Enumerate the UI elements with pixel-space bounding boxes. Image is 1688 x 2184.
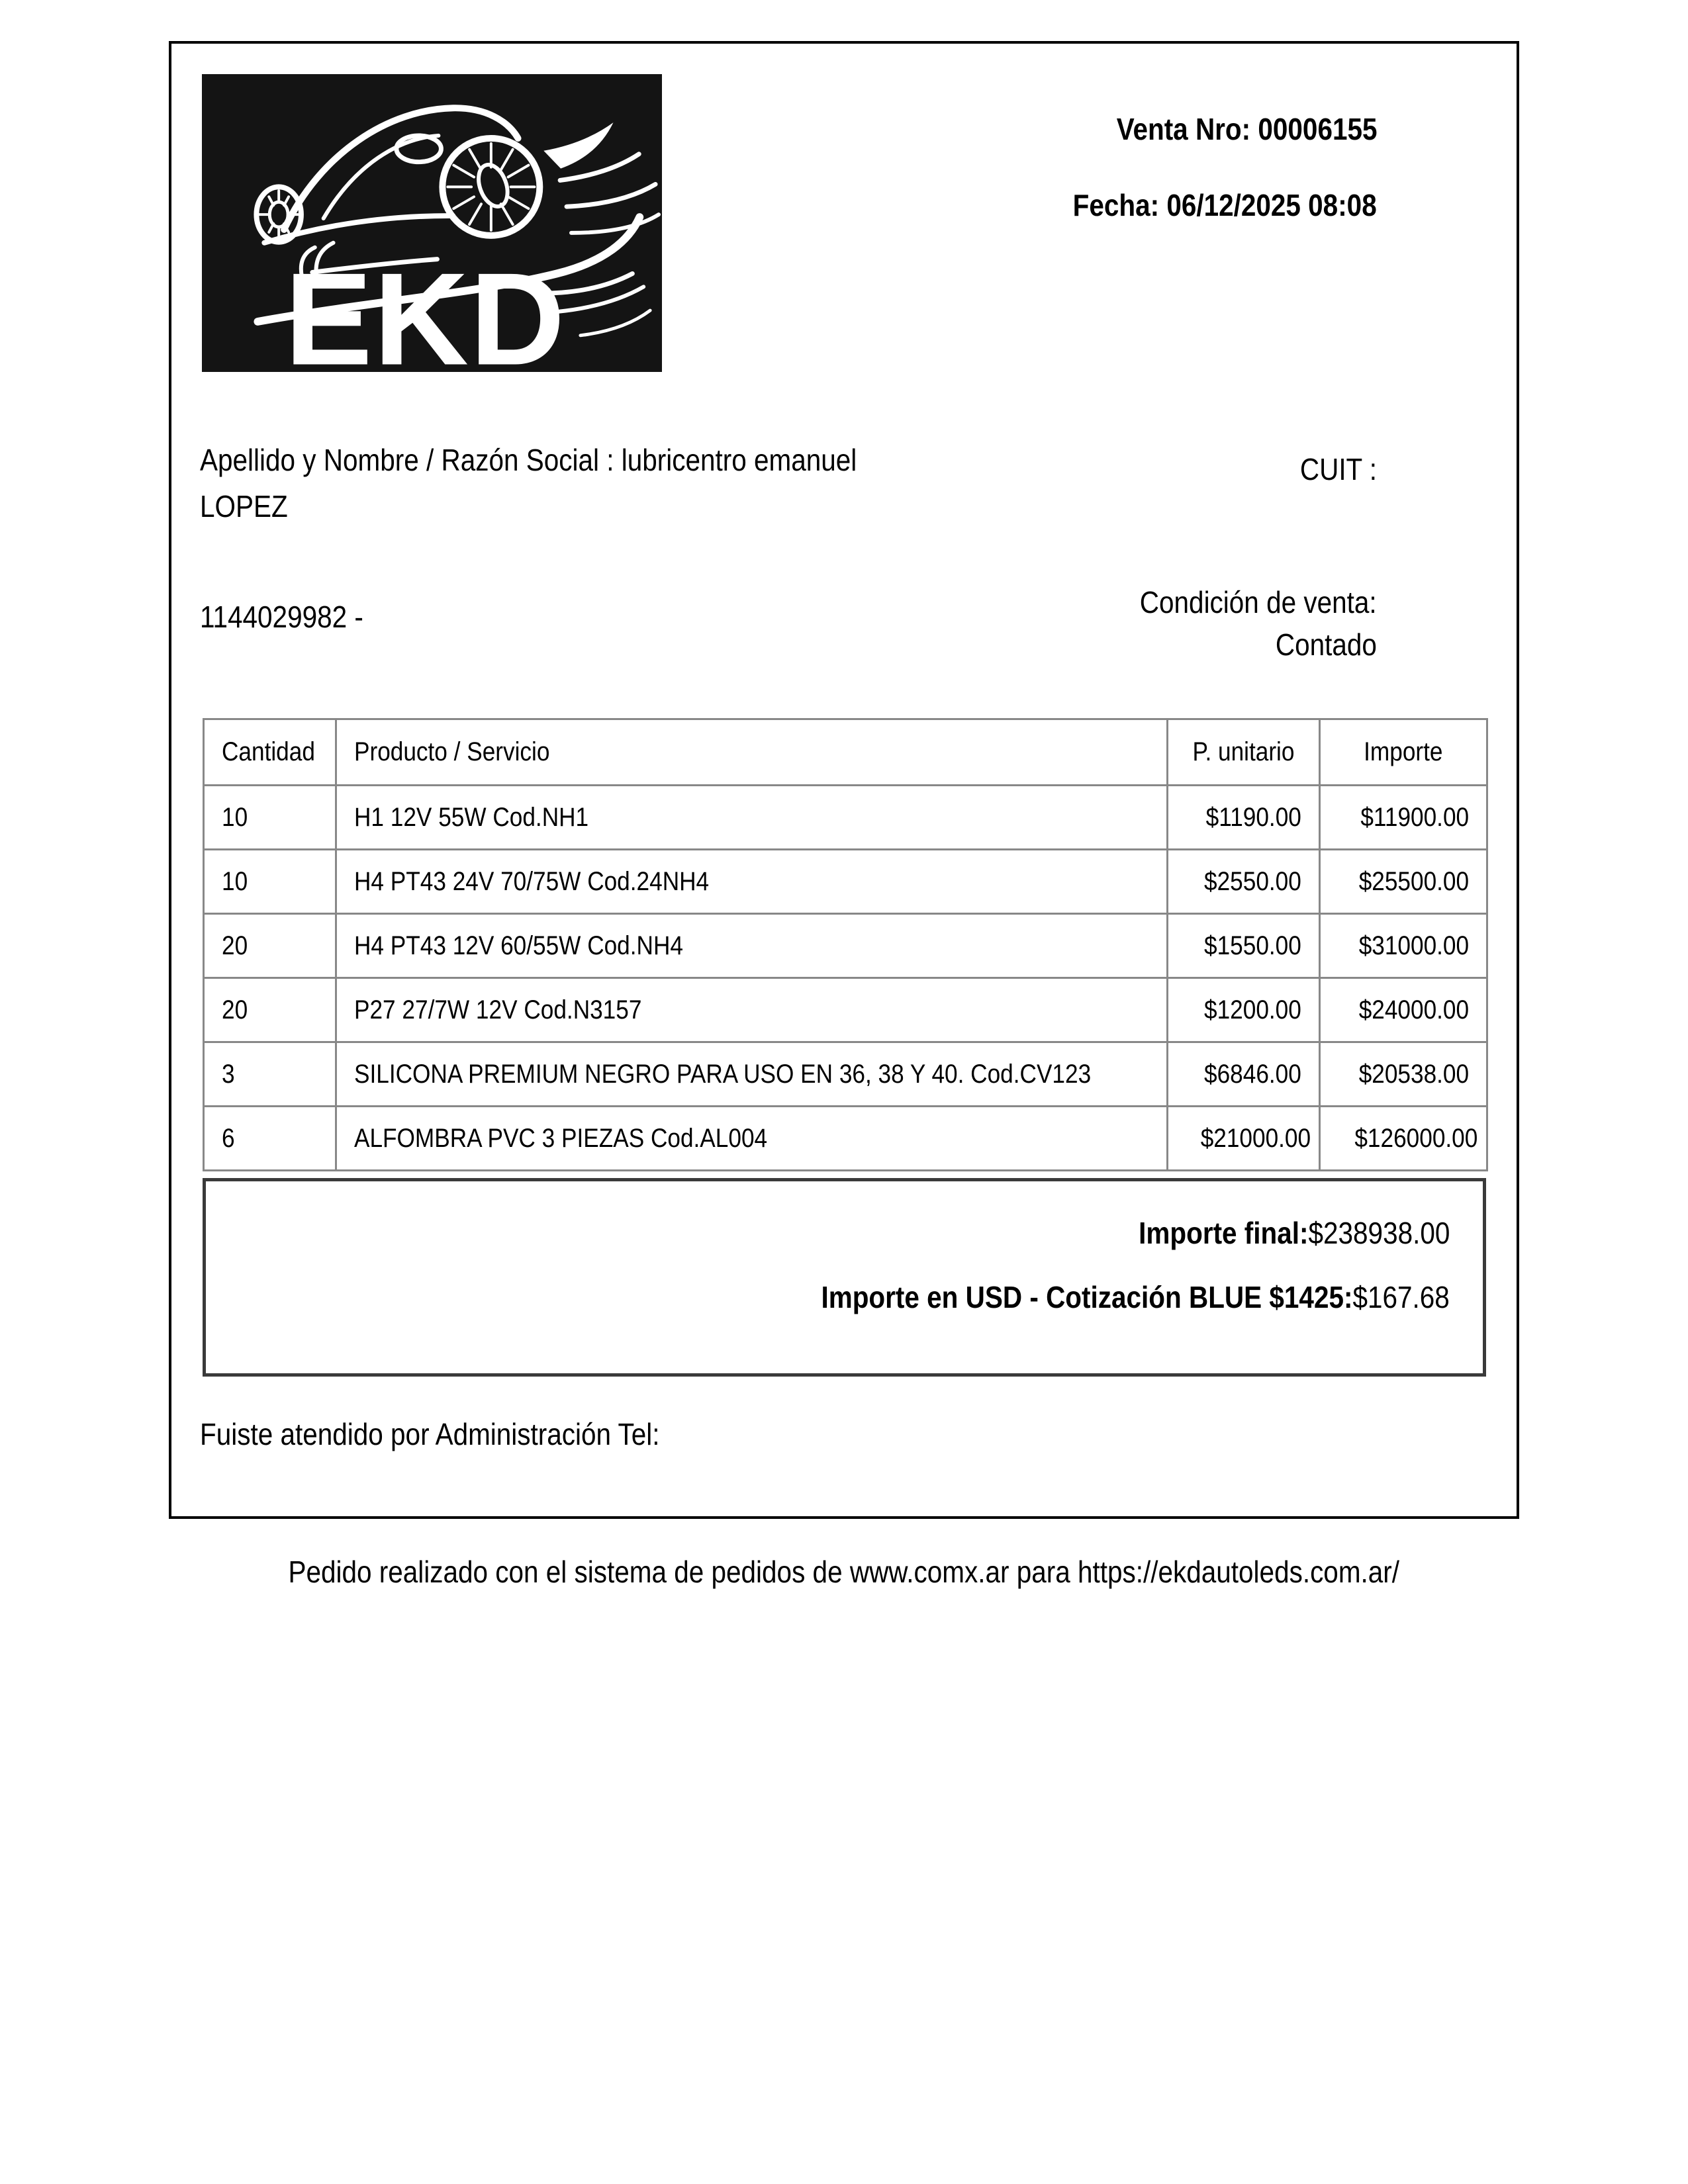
unit-price-cell: $1190.00 (1168, 786, 1320, 850)
amount-cell: $25500.00 (1320, 850, 1487, 914)
client-name-line1: Apellido y Nombre / Razón Social : lubricentro emanuel (200, 443, 857, 477)
table-row (204, 786, 1487, 850)
qty-cell: 10 (204, 786, 336, 850)
final-amount-value: $238938.00 (1308, 1216, 1450, 1250)
product-cell: P27 27/7W 12V Cod.N3157 (336, 978, 1168, 1042)
table-row (204, 1107, 1487, 1171)
amount-cell: $11900.00 (1320, 786, 1487, 850)
qty-cell: 6 (204, 1107, 336, 1171)
qty-header: Cantidad (204, 719, 336, 786)
footer-note: Pedido realizado con el sistema de pedidos de www.comx.ar para https://ekdautoleds.com.ar/ (288, 1555, 1400, 1589)
usd-amount-line (206, 1279, 1450, 1316)
qty-cell: 10 (204, 850, 336, 914)
product-cell: H4 PT43 12V 60/55W Cod.NH4 (336, 914, 1168, 978)
unit-price-cell: $6846.00 (1168, 1042, 1320, 1107)
sale-number: Venta Nro: 00006155 (1116, 112, 1377, 146)
amount-cell: $24000.00 (1320, 978, 1487, 1042)
qty-cell: 3 (204, 1042, 336, 1107)
receipt-page-border (169, 41, 1519, 1519)
client-phone: 1144029982 - (200, 600, 363, 634)
unit-price-cell: $1550.00 (1168, 914, 1320, 978)
unit-price-cell: $2550.00 (1168, 850, 1320, 914)
table-row (204, 1042, 1487, 1107)
usd-amount-label: Importe en USD - Cotización BLUE $1425: (821, 1280, 1353, 1314)
usd-amount-value: $167.68 (1352, 1280, 1450, 1314)
products-table (203, 718, 1488, 1171)
client-name (200, 437, 947, 529)
unit-price-cell: $1200.00 (1168, 978, 1320, 1042)
logo-text: EKD (285, 246, 567, 372)
sale-condition-value: Contado (1275, 627, 1377, 662)
final-amount-line (206, 1214, 1450, 1251)
product-cell: H1 12V 55W Cod.NH1 (336, 786, 1168, 850)
product-cell: ALFOMBRA PVC 3 PIEZAS Cod.AL004 (336, 1107, 1168, 1171)
amount-cell: $126000.00 (1320, 1107, 1487, 1171)
unit-price-cell: $21000.00 (1168, 1107, 1320, 1171)
product-cell: H4 PT43 24V 70/75W Cod.24NH4 (336, 850, 1168, 914)
product-cell: SILICONA PREMIUM NEGRO PARA USO EN 36, 38 Y 40. Cod.CV123 (336, 1042, 1168, 1107)
client-name-line2: LOPEZ (200, 489, 288, 523)
amount-header: Importe (1320, 719, 1487, 786)
attended-by-note: Fuiste atendido por Administración Tel: (200, 1417, 660, 1451)
table-row (204, 850, 1487, 914)
table-row (204, 914, 1487, 978)
sale-condition-label: Condición de venta: (1140, 585, 1377, 619)
qty-cell: 20 (204, 978, 336, 1042)
product-header: Producto / Servicio (336, 719, 1168, 786)
totals-box (203, 1178, 1486, 1377)
company-logo (202, 74, 662, 372)
table-header-row (204, 719, 1487, 786)
amount-cell: $31000.00 (1320, 914, 1487, 978)
amount-cell: $20538.00 (1320, 1042, 1487, 1107)
sale-condition (1107, 581, 1377, 666)
qty-cell: 20 (204, 914, 336, 978)
cuit-label: CUIT : (1299, 452, 1377, 486)
unit-price-header: P. unitario (1168, 719, 1320, 786)
final-amount-label: Importe final: (1138, 1216, 1309, 1250)
sale-date: Fecha: 06/12/2025 08:08 (1072, 188, 1377, 222)
table-row (204, 978, 1487, 1042)
car-logo-icon (202, 74, 662, 372)
